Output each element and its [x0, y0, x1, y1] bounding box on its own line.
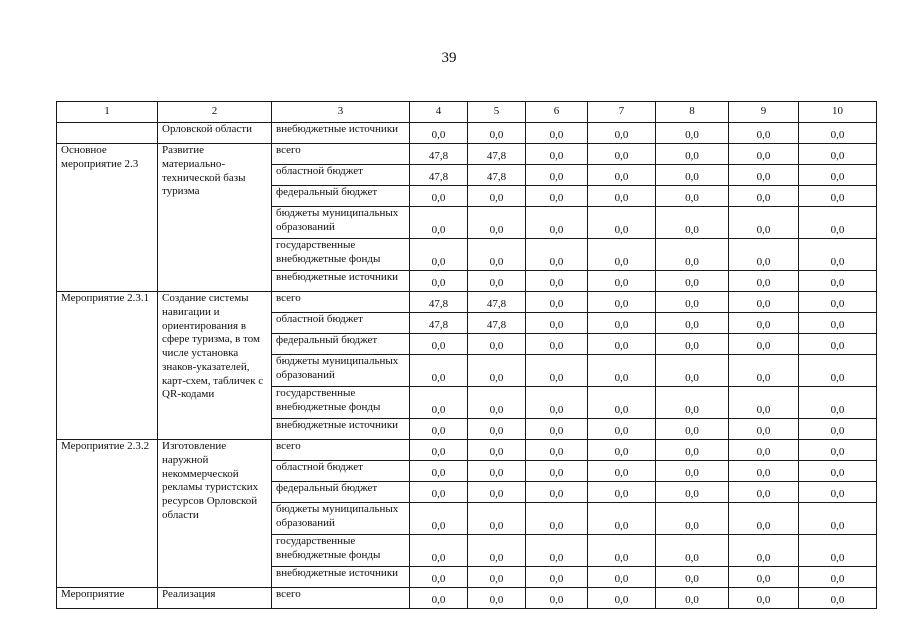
- value-cell: 0,0: [729, 186, 799, 207]
- funding-source: областной бюджет: [272, 461, 410, 482]
- value-cell: 0,0: [468, 271, 526, 292]
- value-cell: 0,0: [410, 239, 468, 271]
- value-cell: 0,0: [799, 567, 877, 588]
- value-cell: 0,0: [526, 461, 588, 482]
- table-row: [57, 292, 877, 313]
- activity-description: Реализация: [158, 588, 272, 609]
- value-cell: 0,0: [656, 207, 729, 239]
- value-cell: 0,0: [799, 123, 877, 144]
- value-cell: 0,0: [799, 186, 877, 207]
- value-cell: 0,0: [656, 387, 729, 419]
- value-cell: 0,0: [526, 165, 588, 186]
- value-cell: 0,0: [656, 503, 729, 535]
- value-cell: 0,0: [656, 440, 729, 461]
- value-cell: 0,0: [468, 387, 526, 419]
- funding-source: бюджеты муниципальных образований: [272, 355, 410, 387]
- value-cell: 0,0: [588, 271, 656, 292]
- value-cell: 0,0: [526, 334, 588, 355]
- value-cell: 0,0: [729, 292, 799, 313]
- funding-source: всего: [272, 292, 410, 313]
- value-cell: 0,0: [468, 355, 526, 387]
- column-header: 10: [799, 102, 877, 123]
- value-cell: 0,0: [799, 271, 877, 292]
- funding-source: внебюджетные источники: [272, 567, 410, 588]
- value-cell: 0,0: [410, 355, 468, 387]
- value-cell: 0,0: [526, 588, 588, 609]
- value-cell: 0,0: [588, 461, 656, 482]
- funding-source: бюджеты муниципальных образований: [272, 503, 410, 535]
- value-cell: 47,8: [468, 144, 526, 165]
- column-header: 1: [57, 102, 158, 123]
- value-cell: 47,8: [468, 292, 526, 313]
- value-cell: 0,0: [729, 387, 799, 419]
- value-cell: 47,8: [468, 313, 526, 334]
- value-cell: 0,0: [799, 239, 877, 271]
- value-cell: 0,0: [468, 461, 526, 482]
- value-cell: 0,0: [588, 419, 656, 440]
- funding-source: всего: [272, 440, 410, 461]
- funding-source: государственные внебюджетные фонды: [272, 387, 410, 419]
- activity-name: Основное мероприятие 2.3: [57, 144, 158, 292]
- value-cell: 0,0: [656, 419, 729, 440]
- value-cell: 0,0: [468, 535, 526, 567]
- value-cell: 0,0: [656, 355, 729, 387]
- value-cell: 0,0: [799, 144, 877, 165]
- value-cell: 0,0: [468, 123, 526, 144]
- funding-source: всего: [272, 588, 410, 609]
- value-cell: 0,0: [588, 482, 656, 503]
- value-cell: 0,0: [729, 588, 799, 609]
- value-cell: 0,0: [526, 239, 588, 271]
- activity-name: Мероприятие 2.3.2: [57, 440, 158, 588]
- funding-source: федеральный бюджет: [272, 334, 410, 355]
- value-cell: 0,0: [588, 503, 656, 535]
- column-header: 4: [410, 102, 468, 123]
- funding-source: всего: [272, 144, 410, 165]
- budget-table: [56, 101, 877, 609]
- value-cell: 47,8: [468, 165, 526, 186]
- value-cell: 0,0: [729, 239, 799, 271]
- value-cell: 0,0: [729, 419, 799, 440]
- value-cell: 0,0: [656, 461, 729, 482]
- value-cell: 0,0: [799, 387, 877, 419]
- funding-source: бюджеты муниципальных образований: [272, 207, 410, 239]
- value-cell: 47,8: [410, 313, 468, 334]
- value-cell: 0,0: [468, 207, 526, 239]
- value-cell: 0,0: [410, 482, 468, 503]
- activity-description: Развитие материально-технической базы туризма: [158, 144, 272, 292]
- value-cell: 47,8: [410, 144, 468, 165]
- value-cell: 0,0: [410, 334, 468, 355]
- value-cell: 0,0: [410, 123, 468, 144]
- table-header-row: [57, 102, 877, 123]
- table-row: [57, 123, 877, 144]
- value-cell: 0,0: [526, 567, 588, 588]
- value-cell: 0,0: [410, 503, 468, 535]
- value-cell: 0,0: [656, 123, 729, 144]
- funding-source: областной бюджет: [272, 313, 410, 334]
- value-cell: 0,0: [526, 123, 588, 144]
- value-cell: 0,0: [468, 588, 526, 609]
- table-row: [57, 440, 877, 461]
- value-cell: 0,0: [656, 165, 729, 186]
- value-cell: 0,0: [526, 271, 588, 292]
- activity-description: Изготовление наружной некоммерческой рекламы туристских ресурсов Орловской области: [158, 440, 272, 588]
- value-cell: 0,0: [468, 419, 526, 440]
- activity-name: Мероприятие: [57, 588, 158, 609]
- value-cell: 0,0: [656, 535, 729, 567]
- value-cell: 0,0: [799, 419, 877, 440]
- funding-source: внебюджетные источники: [272, 123, 410, 144]
- value-cell: 0,0: [656, 144, 729, 165]
- column-header: 3: [272, 102, 410, 123]
- column-header: 2: [158, 102, 272, 123]
- value-cell: 0,0: [526, 355, 588, 387]
- activity-name: Мероприятие 2.3.1: [57, 292, 158, 440]
- value-cell: 0,0: [799, 207, 877, 239]
- value-cell: 0,0: [799, 313, 877, 334]
- value-cell: 0,0: [468, 334, 526, 355]
- value-cell: 0,0: [410, 271, 468, 292]
- activity-name: [57, 123, 158, 144]
- value-cell: 0,0: [588, 355, 656, 387]
- activity-description: Создание системы навигации и ориентирования в сфере туризма, в том числе установка знаков-указателей, карт-схем, табличек с QR-кодами: [158, 292, 272, 440]
- value-cell: 0,0: [526, 144, 588, 165]
- value-cell: 0,0: [588, 165, 656, 186]
- funding-source: государственные внебюджетные фонды: [272, 239, 410, 271]
- value-cell: 0,0: [729, 123, 799, 144]
- value-cell: 0,0: [410, 419, 468, 440]
- value-cell: 0,0: [729, 334, 799, 355]
- value-cell: 0,0: [526, 186, 588, 207]
- funding-source: областной бюджет: [272, 165, 410, 186]
- value-cell: 47,8: [410, 165, 468, 186]
- value-cell: 0,0: [729, 440, 799, 461]
- value-cell: 0,0: [656, 334, 729, 355]
- value-cell: 0,0: [526, 482, 588, 503]
- value-cell: 0,0: [729, 567, 799, 588]
- value-cell: 0,0: [656, 588, 729, 609]
- value-cell: 0,0: [656, 292, 729, 313]
- value-cell: 0,0: [729, 503, 799, 535]
- value-cell: 0,0: [526, 313, 588, 334]
- value-cell: 0,0: [799, 165, 877, 186]
- value-cell: 0,0: [588, 313, 656, 334]
- value-cell: 0,0: [656, 186, 729, 207]
- value-cell: 0,0: [468, 186, 526, 207]
- activity-description: Орловской области: [158, 123, 272, 144]
- funding-source: государственные внебюджетные фонды: [272, 535, 410, 567]
- value-cell: 0,0: [526, 503, 588, 535]
- value-cell: 0,0: [468, 482, 526, 503]
- value-cell: 0,0: [588, 123, 656, 144]
- value-cell: 0,0: [729, 482, 799, 503]
- value-cell: 0,0: [799, 535, 877, 567]
- value-cell: 0,0: [729, 355, 799, 387]
- value-cell: 0,0: [468, 239, 526, 271]
- value-cell: 0,0: [526, 207, 588, 239]
- value-cell: 0,0: [656, 271, 729, 292]
- value-cell: 0,0: [588, 567, 656, 588]
- value-cell: 0,0: [729, 207, 799, 239]
- value-cell: 0,0: [588, 144, 656, 165]
- value-cell: 0,0: [588, 186, 656, 207]
- value-cell: 0,0: [410, 207, 468, 239]
- value-cell: 0,0: [410, 588, 468, 609]
- value-cell: 0,0: [468, 440, 526, 461]
- value-cell: 0,0: [729, 271, 799, 292]
- value-cell: 0,0: [410, 567, 468, 588]
- value-cell: 0,0: [468, 567, 526, 588]
- value-cell: 0,0: [588, 535, 656, 567]
- value-cell: 0,0: [410, 461, 468, 482]
- value-cell: 0,0: [526, 440, 588, 461]
- value-cell: 0,0: [799, 334, 877, 355]
- value-cell: 0,0: [588, 588, 656, 609]
- value-cell: 0,0: [588, 207, 656, 239]
- table-row: [57, 144, 877, 165]
- funding-source: внебюджетные источники: [272, 271, 410, 292]
- value-cell: 0,0: [410, 186, 468, 207]
- value-cell: 0,0: [410, 387, 468, 419]
- value-cell: 0,0: [799, 292, 877, 313]
- value-cell: 0,0: [729, 313, 799, 334]
- column-header: 8: [656, 102, 729, 123]
- value-cell: 0,0: [799, 440, 877, 461]
- page-number: 39: [441, 50, 457, 66]
- value-cell: 0,0: [799, 355, 877, 387]
- value-cell: 0,0: [588, 334, 656, 355]
- column-header: 7: [588, 102, 656, 123]
- value-cell: 0,0: [526, 419, 588, 440]
- funding-source: федеральный бюджет: [272, 186, 410, 207]
- value-cell: 0,0: [468, 503, 526, 535]
- value-cell: 0,0: [799, 482, 877, 503]
- value-cell: 0,0: [588, 292, 656, 313]
- value-cell: 0,0: [799, 503, 877, 535]
- value-cell: 0,0: [729, 144, 799, 165]
- value-cell: 0,0: [729, 535, 799, 567]
- value-cell: 0,0: [410, 440, 468, 461]
- table-row: [57, 588, 877, 609]
- value-cell: 0,0: [588, 239, 656, 271]
- value-cell: 0,0: [729, 461, 799, 482]
- column-header: 6: [526, 102, 588, 123]
- value-cell: 0,0: [799, 461, 877, 482]
- value-cell: 0,0: [656, 239, 729, 271]
- value-cell: 0,0: [410, 535, 468, 567]
- value-cell: 0,0: [656, 482, 729, 503]
- value-cell: 0,0: [588, 440, 656, 461]
- value-cell: 0,0: [588, 387, 656, 419]
- value-cell: 0,0: [656, 313, 729, 334]
- column-header: 5: [468, 102, 526, 123]
- value-cell: 0,0: [656, 567, 729, 588]
- funding-source: внебюджетные источники: [272, 419, 410, 440]
- funding-source: федеральный бюджет: [272, 482, 410, 503]
- value-cell: 0,0: [799, 588, 877, 609]
- value-cell: 0,0: [729, 165, 799, 186]
- value-cell: 0,0: [526, 292, 588, 313]
- value-cell: 47,8: [410, 292, 468, 313]
- value-cell: 0,0: [526, 535, 588, 567]
- column-header: 9: [729, 102, 799, 123]
- value-cell: 0,0: [526, 387, 588, 419]
